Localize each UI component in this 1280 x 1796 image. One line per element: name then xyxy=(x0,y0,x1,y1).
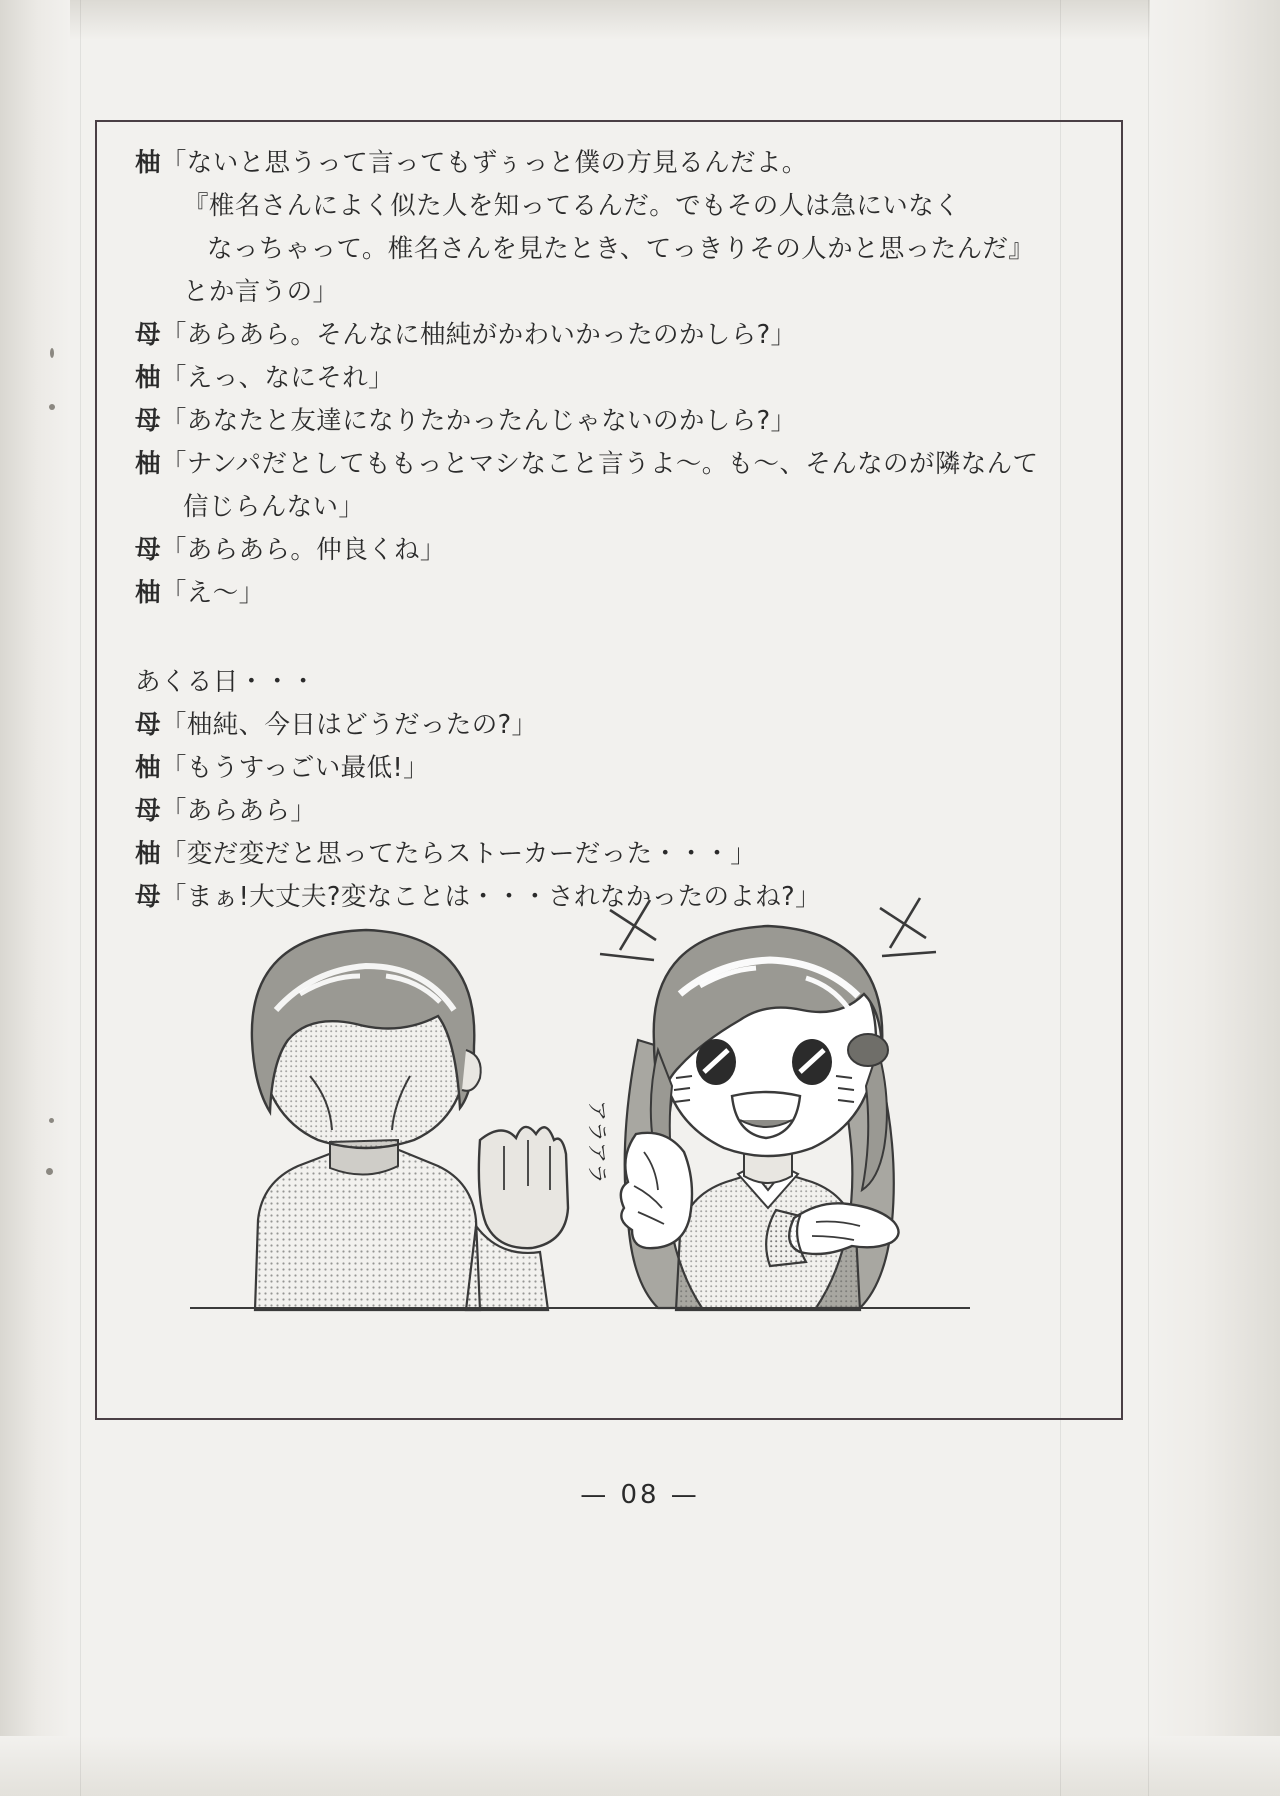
dialogue-text: 信じらんない」 xyxy=(183,492,365,522)
scan-speck xyxy=(49,404,55,410)
dialogue-line xyxy=(135,185,1095,228)
dialogue-line xyxy=(135,572,1095,615)
dialogue-line xyxy=(135,704,1095,747)
dialogue-text: とか言うの」 xyxy=(183,277,339,307)
speaker-label: 母 xyxy=(135,796,161,826)
dialogue-line xyxy=(135,228,1095,271)
dialogue-text: 「えっ、なにそれ」 xyxy=(160,363,395,393)
speaker-label: 柚 xyxy=(135,449,161,479)
dialogue-line xyxy=(135,529,1095,572)
dialogue-text: 「もうすっごい最低!」 xyxy=(160,753,429,783)
page-number: — 08 — xyxy=(580,1480,700,1510)
dialogue-text: 「あらあら」 xyxy=(160,796,317,826)
page-fold-line xyxy=(80,0,81,1796)
dialogue-text: 「まぁ!大丈夫?変なことは・・・されなかったのよね?」 xyxy=(160,882,821,912)
dialogue-line xyxy=(135,833,1095,876)
dialogue-text: 『椎名さんによく似た人を知ってるんだ。でもその人は急にいなく xyxy=(183,191,961,221)
dialogue-line xyxy=(135,790,1095,833)
dialogue-line xyxy=(135,486,1095,529)
dialogue-line xyxy=(135,357,1095,400)
dialogue-line xyxy=(135,747,1095,790)
dialogue-text-block xyxy=(135,142,1095,919)
scan-speck xyxy=(49,1118,54,1123)
dialogue-line xyxy=(135,443,1095,486)
speaker-label: 柚 xyxy=(135,578,161,608)
speaker-label: 母 xyxy=(135,882,161,912)
speaker-label: 柚 xyxy=(135,839,161,869)
speaker-label: 柚 xyxy=(135,363,161,393)
speaker-label: 母 xyxy=(135,710,161,740)
dialogue-text: 「あなたと友達になりたかったんじゃないのかしら?」 xyxy=(160,406,797,436)
scan-speck xyxy=(46,1168,53,1175)
dialogue-line xyxy=(135,661,1095,704)
dialogue-text: 「あらあら。仲良くね」 xyxy=(160,535,446,565)
paragraph-gap xyxy=(135,615,1095,661)
dialogue-line xyxy=(135,400,1095,443)
dialogue-text: 「変だ変だと思ってたらストーカーだった・・・」 xyxy=(160,839,757,869)
dialogue-text: 「柚純、今日はどうだったの?」 xyxy=(160,710,538,740)
dialogue-text: 「え〜」 xyxy=(160,578,265,608)
scan-shadow-bottom xyxy=(0,1736,1280,1796)
speaker-label: 柚 xyxy=(135,148,161,178)
dialogue-text: 「ナンパだとしてももっとマシなこと言うよ〜。も〜、そんなのが隣なんて xyxy=(160,449,1039,479)
scan-shadow-right xyxy=(1150,0,1280,1796)
dialogue-line xyxy=(135,142,1095,185)
dialogue-text: 「ないと思うって言ってもずぅっと僕の方見るんだよ。 xyxy=(160,148,808,178)
scan-shadow-top xyxy=(0,0,1280,40)
dialogue-text: 「あらあら。そんなに柚純がかわいかったのかしら?」 xyxy=(160,320,797,350)
speaker-label: 母 xyxy=(135,406,161,436)
speaker-label: 母 xyxy=(135,320,161,350)
speaker-label: 母 xyxy=(135,535,161,565)
scan-shadow-left xyxy=(0,0,70,1796)
page-fold-line xyxy=(1148,0,1149,1796)
manga-illustration xyxy=(180,890,980,1350)
dialogue-text: あくる日・・・ xyxy=(135,667,317,697)
dialogue-text: なっちゃって。椎名さんを見たとき、てっきりその人かと思ったんだ』 xyxy=(207,234,1035,264)
speaker-label: 柚 xyxy=(135,753,161,783)
sound-effect-text: アラアラ xyxy=(585,1100,609,1184)
dialogue-line xyxy=(135,314,1095,357)
scan-speck xyxy=(50,348,54,358)
dialogue-line xyxy=(135,271,1095,314)
